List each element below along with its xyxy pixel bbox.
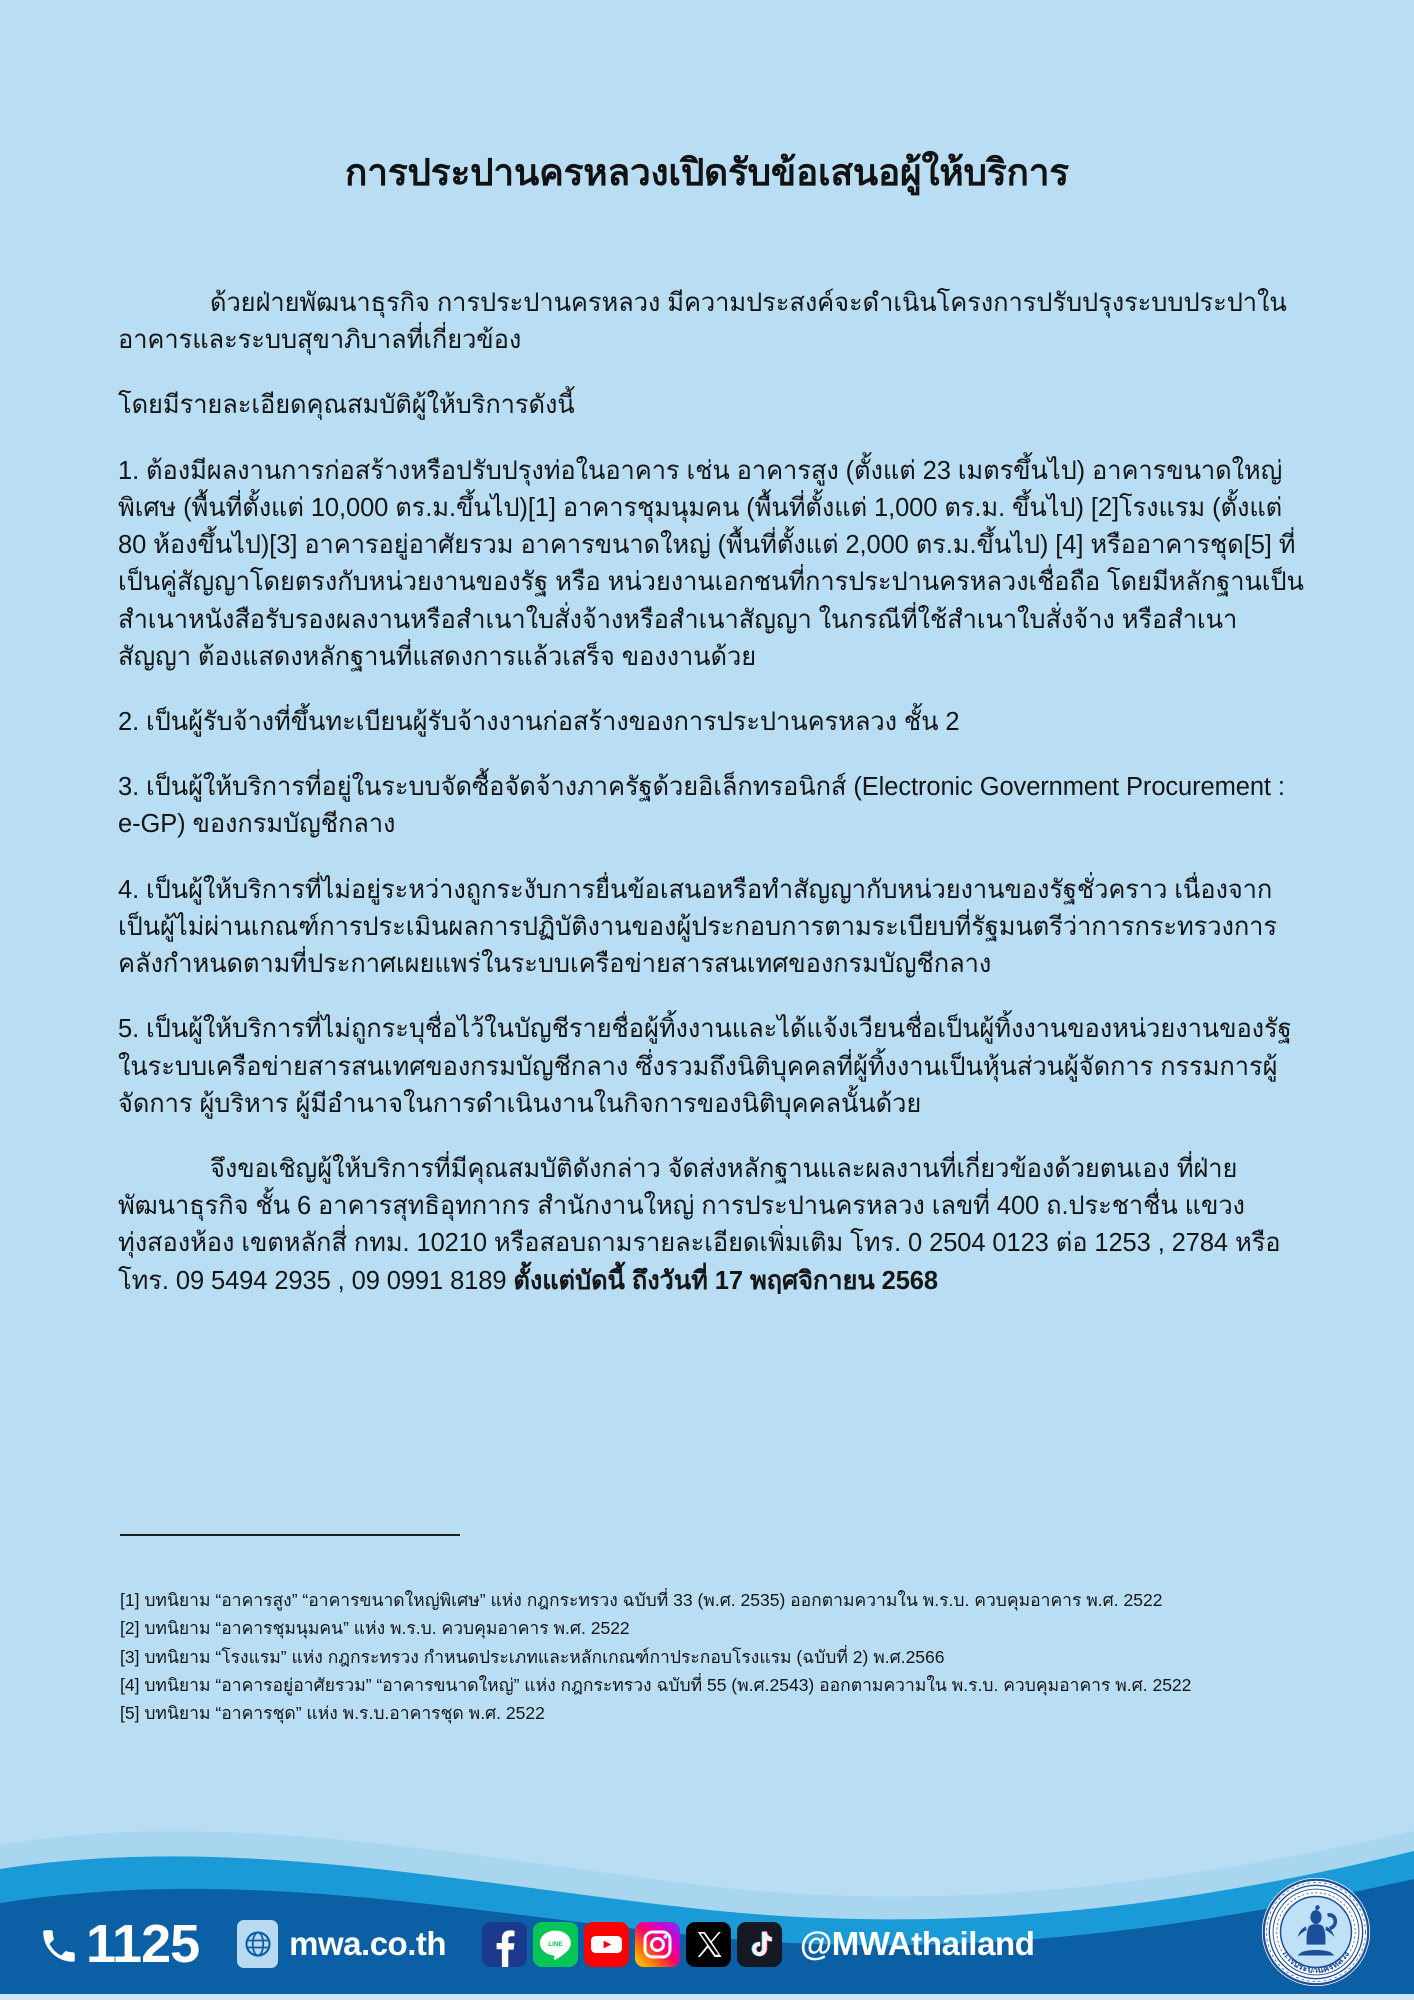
document-body — [118, 285, 1308, 1328]
horizontal-rule — [120, 1534, 460, 1536]
phone-icon — [38, 1925, 80, 1967]
closing-paragraph — [118, 1151, 1308, 1300]
footnote-5: [5] บทนิยาม “อาคารชุด” แห่ง พ.ร.บ.อาคารชุด พ.ศ. 2522 — [120, 1703, 545, 1724]
svg-text:LINE: LINE — [548, 1940, 563, 1948]
page-title: การประปานครหลวงเปิดรับข้อเสนอผู้ให้บริการ — [345, 151, 1069, 193]
x-icon[interactable] — [686, 1922, 731, 1967]
page-footer — [0, 1817, 1414, 2000]
qualification-item-4: 4. เป็นผู้ให้บริการที่ไม่อยู่ระหว่างถูกระงับการยื่นข้อเสนอหรือทำสัญญากับหน่วยงานของรัฐชั่วคราว เนื่องจากเป็นผู้ไม่ผ่านเกณฑ์การประเมินผลการปฏิบัติงานของผู้ประกอบการตามระเบียบที่รัฐมนตรีว่าการกระทรวงการคลังกำหนดตามที่ประกาศเผยแพร่ในระบบเครือข่ายสารสนเทศของกรมบัญชีกลาง — [118, 875, 1277, 979]
youtube-icon[interactable] — [584, 1922, 629, 1967]
footnote-2: [2] บทนิยาม “อาคารชุมนุมคน” แห่ง พ.ร.บ. ควบคุมอาคาร พ.ศ. 2522 — [120, 1618, 630, 1639]
footer-social-icons — [482, 1922, 782, 1967]
footnote-separator — [120, 1534, 1310, 1536]
mwa-logo-seal — [1260, 1876, 1372, 1988]
line-icon[interactable] — [533, 1922, 578, 1967]
lead-in-paragraph: โดยมีรายละเอียดคุณสมบัติผู้ให้บริการดังนี้ — [118, 391, 575, 420]
footer-phone-block[interactable] — [38, 1914, 200, 1974]
globe-icon — [237, 1920, 278, 1968]
seal-text-path: การประปานครหลวง — [1280, 1948, 1352, 1976]
deadline-text: ตั้งแต่บัดนี้ ถึงวันที่ 17 พฤศจิกายน 2568 — [513, 1266, 938, 1295]
footer-bottom-strip — [0, 1994, 1414, 2000]
footer-website-text: mwa.co.th — [289, 1925, 447, 1962]
footnote-1: [1] บทนิยาม “อาคารสูง” “อาคารขนาดใหญ่พิเศษ” แห่ง กฎกระทรวง ฉบับที่ 33 (พ.ศ. 2535) ออกตามความใน พ.ร.บ. ควบคุมอาคาร พ.ศ. 2522 — [120, 1590, 1163, 1610]
footer-phone-number: 1125 — [86, 1914, 200, 1974]
intro-paragraph: ด้วยฝ่ายพัฒนาธุรกิจ การประปานครหลวง มีความประสงค์จะดำเนินโครงการปรับปรุงระบบประปาในอาคารและระบบสุขาภิบาลที่เกี่ยวข้อง — [118, 289, 1287, 355]
instagram-icon[interactable] — [635, 1922, 680, 1967]
footer-social-handle: @MWAthailand — [800, 1925, 1035, 1962]
qualification-item-2: 2. เป็นผู้รับจ้างที่ขึ้นทะเบียนผู้รับจ้างงานก่อสร้างของการประปานครหลวง ชั้น 2 — [118, 707, 960, 736]
footnote-4: [4] บทนิยาม “อาคารอยู่อาศัยรวม” “อาคารขนาดใหญ่” แห่ง กฎกระทรวง ฉบับที่ 55 (พ.ศ.2543) ออกตามความใน พ.ร.บ. ควบคุมอาคาร พ.ศ. 2522 — [120, 1675, 1192, 1696]
footnote-list — [120, 1586, 1340, 1728]
qualification-item-1: 1. ต้องมีผลงานการก่อสร้างหรือปรับปรุงท่อในอาคาร เช่น อาคารสูง (ตั้งแต่ 23 เมตรขึ้นไป) อาคารขนาดใหญ่พิเศษ (พื้นที่ตั้งแต่ 10,000 ตร.ม.ขึ้นไป)[1] อาคารชุมนุมคน (พื้นที่ตั้งแต่ 1,000 ตร.ม. ขึ้นไป) [2]โรงแรม (ตั้งแต่ 80 ห้องขึ้นไป)[3] อาคารอยู่อาศัยรวม อาคารขนาดใหญ่ (พื้นที่ตั้งแต่ 2,000 ตร.ม.ขึ้นไป) [4] หรืออาคารชุด[5] ที่เป็นคู่สัญญาโดยตรงกับหน่วยงานของรัฐ หรือ หน่วยงานเอกชนที่การประปานครหลวงเชื่อถือ โดยมีหลักฐานเป็นสำเนาหนังสือรับรองผลงานหรือสำเนาใบสั่งจ้างหรือสำเนาสัญญา ในกรณีที่ใช้สำเนาใบสั่งจ้าง หรือสำเนาสัญญา ต้องแสดงหลักฐานที่แสดงการแล้วเสร็จ ของงานด้วย — [118, 456, 1304, 671]
closing-text: จึงขอเชิญผู้ให้บริการที่มีคุณสมบัติดังกล่าว จัดส่งหลักฐานและผลงานที่เกี่ยวข้องด้วยตนเอง ที่ฝ่ายพัฒนาธุรกิจ ชั้น 6 อาคารสุทธิอุทกากร สำนักงานใหญ่ การประปานครหลวง เลขที่ 400 ถ.ประชาชื่น แขวงทุ่งสองห้อง เขตหลักสี่ กทม. 10210 หรือสอบถามรายละเอียดเพิ่มเติม โทร. 0 2504 0123 ต่อ 1253 , 2784 หรือ โทร. 09 5494 2935 , 09 0991 8189 — [118, 1154, 1281, 1295]
footer-contact-row — [0, 1888, 1414, 2000]
tiktok-icon[interactable] — [737, 1922, 782, 1967]
qualification-item-5: 5. เป็นผู้ให้บริการที่ไม่ถูกระบุชื่อไว้ในบัญชีรายชื่อผู้ทิ้งงานและได้แจ้งเวียนชื่อเป็นผู้ทิ้งงานของหน่วยงานของรัฐในระบบเครือข่ายสารสนเทศของกรมบัญชีกลาง ซึ่งรวมถึงนิติบุคคลที่ผู้ทิ้งงานเป็นหุ้นส่วนผู้จัดการ กรรมการผู้จัดการ ผู้บริหาร ผู้มีอำนาจในการดำเนินงานในกิจการของนิติบุคคลนั้นด้วย — [118, 1015, 1292, 1118]
qualification-item-3: 3. เป็นผู้ให้บริการที่อยู่ในระบบจัดซื้อจัดจ้างภาครัฐด้วยอิเล็กทรอนิกส์ (Electronic Government Procurement : e-GP) ของกรมบัญชีกลาง — [118, 773, 1285, 839]
footnote-3: [3] บทนิยาม “โรงแรม” แห่ง กฎกระทรวง กำหนดประเภทและหลักเกณฑ์กาประกอบโรงแรม (ฉบับที่ 2) พ.ศ.2566 — [120, 1646, 945, 1667]
facebook-icon[interactable] — [482, 1922, 527, 1967]
footer-website-block[interactable] — [237, 1920, 446, 1968]
